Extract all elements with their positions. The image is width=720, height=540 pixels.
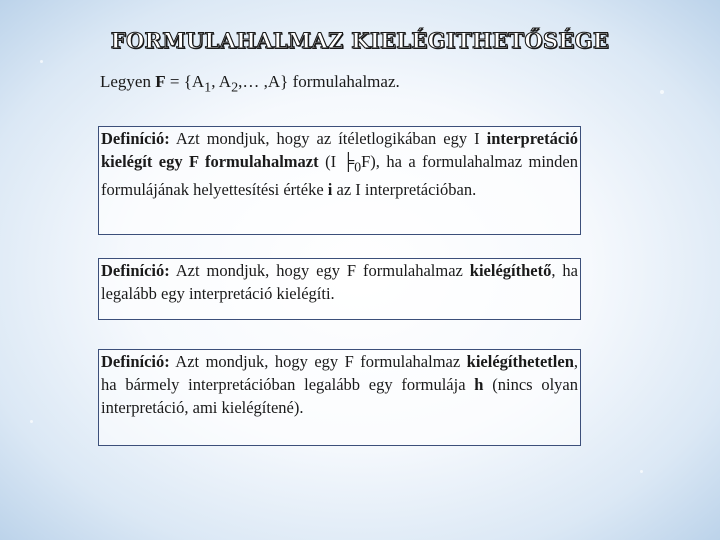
definition-text: Azt mondjuk, hogy egy F formulahalmaz [169,352,467,371]
definition-text: (I [318,152,343,171]
intro-sub-2: 2 [231,79,239,96]
background-sparkle [660,90,664,94]
definition-term: interpretáció kielégít egy F formulahalmazt [101,129,578,171]
background-sparkle [40,60,43,63]
intro-sep-2: ,… ,A} [238,72,289,91]
definition-text: , ha bármely interpretációban legalább egy formulája [101,352,578,394]
definition-value: h [474,375,484,394]
definition-label: Definíció: [101,352,170,371]
definition-term: kielégíthetetlen [466,352,574,371]
definition-text: Azt mondjuk, hogy egy F formulahalmaz [169,261,470,280]
models-symbol: ╞ [342,152,355,171]
intro-sub-1: 1 [204,79,212,96]
background-sparkle [30,420,33,423]
slide-title: FORMULAHALMAZ KIELÉGITHETŐSÉGE [110,28,610,53]
definition-label: Definíció: [101,261,170,280]
intro-line [100,72,400,96]
formula-name: F [155,72,166,91]
definition-term: kielégíthető [469,261,552,280]
definition-text: (nincs olyan interpretáció, ami kielégítené). [101,375,579,417]
definition-text: Azt mondjuk, hogy az ítéletlogikában egy I [169,129,487,148]
background-sparkle [640,470,643,473]
definition-text: , ha legalább egy interpretáció kielégíti. [101,261,578,303]
intro-sep-1: , A [211,72,232,91]
definition-box-satisfies [98,126,581,235]
definition-box-unsatisfiable [98,349,581,446]
definition-text: F), ha a formulahalmaz minden formulájának helyettesítési értéke [101,152,578,200]
models-subscript: 0 [354,159,362,175]
definition-text: az I interpretációban. [332,180,477,200]
definition-value: i [327,180,333,200]
intro-prefix: Legyen [100,72,156,91]
definition-box-satisfiable [98,258,581,320]
intro-suffix: formulahalmaz. [288,72,400,91]
definition-label: Definíció: [101,129,170,148]
intro-eq: = {A [165,72,205,91]
